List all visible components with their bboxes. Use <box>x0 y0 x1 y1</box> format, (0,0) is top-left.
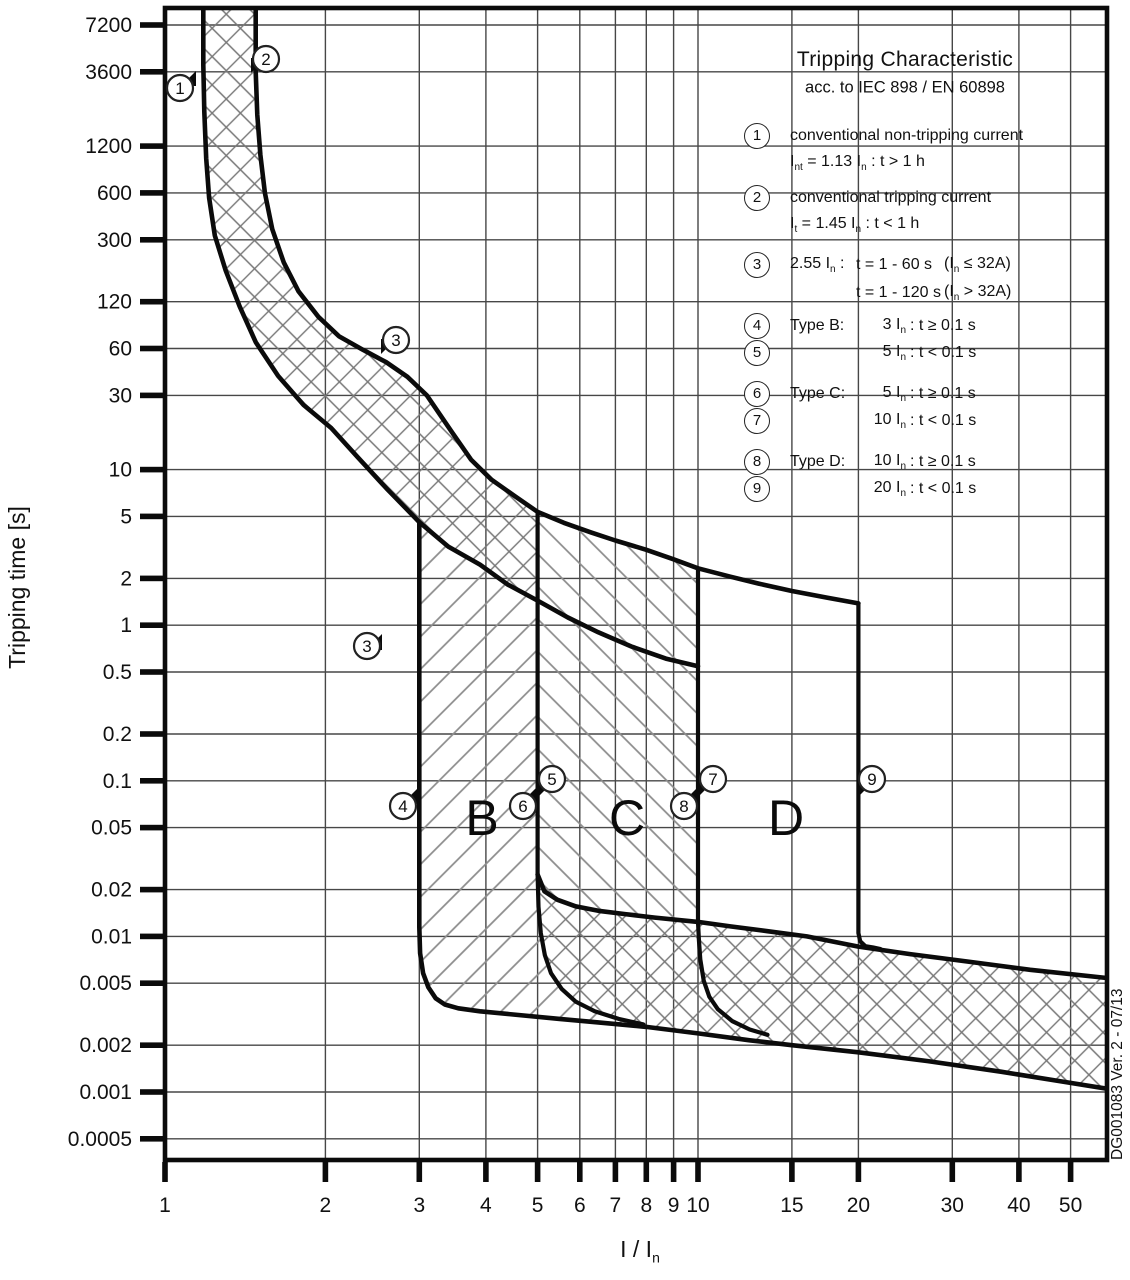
marker-7 <box>699 766 726 796</box>
x-tick-label: 9 <box>667 1194 680 1217</box>
y-tick-label: 1200 <box>85 135 132 159</box>
y-tick-label: 0.2 <box>102 723 132 746</box>
legend-marker-9: 9 <box>744 476 770 502</box>
y-tick-label: 3600 <box>85 60 132 84</box>
region-label-B: B <box>465 790 499 846</box>
svg-text:3: 3 <box>391 331 401 350</box>
y-axis-title: Tripping time [s] <box>4 506 30 669</box>
legend-text: 2.55 $I_n$ : <box>790 254 845 276</box>
legend-text: 5 $I_n$ <box>882 342 906 364</box>
legend-subtitle: acc. to IEC 898 / EN 60898 <box>805 78 1005 97</box>
y-tick-label: 0.002 <box>79 1034 132 1058</box>
legend-text: : t ≥ 0.1 s <box>910 385 976 402</box>
y-tick-label: 10 <box>108 458 132 482</box>
legend-marker-5: 5 <box>744 340 770 366</box>
svg-text:6: 6 <box>518 797 528 816</box>
region-c-hatch <box>538 512 698 922</box>
y-tick-label: 0.1 <box>102 769 132 793</box>
marker-4 <box>390 788 418 819</box>
legend-marker-6: 6 <box>744 381 770 407</box>
y-tick-label: 1 <box>120 614 132 638</box>
legend-text: 10 $I_n$ <box>873 451 906 473</box>
x-tick-label: 4 <box>480 1194 492 1217</box>
legend-marker-8: 8 <box>744 449 770 475</box>
legend-text: 10 $I_n$ <box>873 410 906 432</box>
x-tick-label: 6 <box>573 1194 586 1217</box>
watermark-text: DG001083 Ver. 2 - 07/13 <box>1109 988 1126 1160</box>
legend-text: $I_{nt} = 1.13$ $I_n$ : t > 1 h <box>790 152 925 174</box>
y-tick-label: 5 <box>120 505 132 529</box>
legend-text: : t ≥ 0.1 s <box>910 317 976 334</box>
legend-marker-1: 1 <box>744 123 770 149</box>
legend-text: $(I_n \le 32A)$ <box>944 254 1011 276</box>
x-tick-label: 1 <box>159 1194 171 1217</box>
legend-title: Tripping Characteristic <box>796 48 1014 71</box>
x-tick-label: 7 <box>609 1194 622 1217</box>
legend-marker-4: 4 <box>744 313 770 339</box>
x-tick-label: 15 <box>780 1194 804 1217</box>
region-label-C: C <box>608 790 646 846</box>
y-tick-label: 300 <box>96 228 132 252</box>
legend-text: : t < 0.1 s <box>910 480 977 497</box>
y-tick-label: 600 <box>96 181 132 205</box>
x-tick-label: 5 <box>531 1194 544 1217</box>
x-tick-label: 20 <box>846 1194 871 1217</box>
svg-text:7: 7 <box>708 770 718 789</box>
y-tick-label: 0.0005 <box>67 1127 132 1151</box>
svg-text:2: 2 <box>261 50 271 69</box>
x-axis-title: I / $I_n$ <box>620 1236 660 1266</box>
legend-text: conventional tripping current <box>790 189 992 206</box>
y-tick-label: 7200 <box>85 14 132 37</box>
legend-text: : t ≥ 0.1 s <box>910 453 976 470</box>
legend-text: 20 $I_n$ <box>873 478 906 500</box>
x-tick-label: 30 <box>940 1194 964 1217</box>
legend-text: conventional non-tripping current <box>790 127 1024 144</box>
thermal-band-hatch <box>203 8 537 601</box>
x-tick-label: 10 <box>686 1194 710 1217</box>
svg-text:9: 9 <box>867 770 877 789</box>
legend-text: 5 $I_n$ <box>882 383 906 405</box>
svg-text:1: 1 <box>175 79 185 98</box>
legend-marker-7: 7 <box>744 408 770 434</box>
y-tick-label: 60 <box>108 337 132 361</box>
y-tick-label: 0.5 <box>102 661 132 684</box>
legend-text: $I_t = 1.45$ $I_n$ : t < 1 h <box>790 214 920 236</box>
legend-text: t = 1 - 60 s <box>856 256 933 273</box>
legend-marker-2: 2 <box>744 185 770 211</box>
legend-text: t = 1 - 120 s <box>856 284 941 301</box>
legend-text: : t < 0.1 s <box>910 344 977 361</box>
legend-marker-3: 3 <box>744 252 770 278</box>
x-tick-label: 2 <box>319 1194 332 1217</box>
legend-text: Type C: <box>790 385 846 402</box>
x-tick-label: 3 <box>413 1194 426 1217</box>
legend-text: 3 $I_n$ <box>882 315 906 337</box>
svg-text:8: 8 <box>679 797 689 816</box>
y-tick-label: 0.02 <box>91 878 132 902</box>
y-tick-label: 0.01 <box>91 925 132 949</box>
x-tick-label: 8 <box>640 1194 653 1217</box>
legend-text: $(I_n > 32A)$ <box>944 282 1012 304</box>
region-label-D: D <box>767 790 805 846</box>
legend-text: : t < 0.1 s <box>910 412 977 429</box>
y-tick-label: 0.001 <box>79 1081 132 1104</box>
y-tick-label: 0.005 <box>79 972 132 996</box>
legend-text: Type B: <box>790 317 845 334</box>
y-tick-label: 30 <box>108 384 132 408</box>
marker-1 <box>167 71 196 101</box>
curve-L2 <box>256 8 859 604</box>
marker-3 <box>354 633 382 659</box>
svg-text:4: 4 <box>398 797 408 816</box>
y-tick-label: 0.05 <box>91 816 132 840</box>
y-tick-label: 2 <box>120 567 132 591</box>
y-tick-label: 120 <box>96 290 132 314</box>
x-tick-label: 40 <box>1007 1194 1031 1217</box>
svg-text:5: 5 <box>547 770 557 789</box>
x-tick-label: 50 <box>1058 1194 1083 1217</box>
svg-text:3: 3 <box>362 637 372 656</box>
marker-9 <box>859 766 885 796</box>
marker-3 <box>381 327 409 354</box>
legend-text: Type D: <box>790 453 846 470</box>
